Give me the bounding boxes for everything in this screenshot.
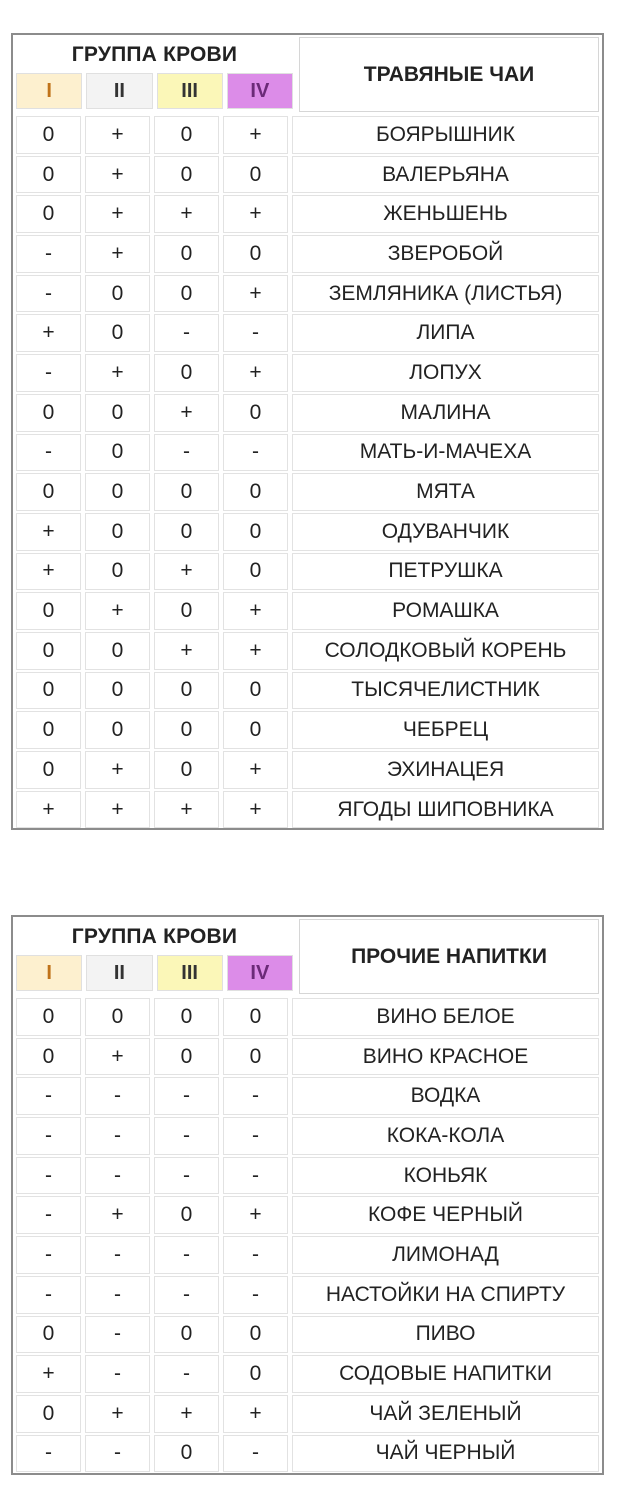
table-row [16,710,599,750]
group-1-value: 0 [16,672,81,710]
table-row [16,1354,599,1394]
group-1-value: 0 [16,1038,81,1076]
drink-name: ЧАЙ ЧЕРНЫЙ [292,1435,599,1473]
group-1-value: - [16,1117,81,1155]
drink-name: ЛИПА [292,314,599,352]
table-row [16,750,599,790]
group-1-value: 0 [16,394,81,432]
group-1-value: 0 [16,998,81,1036]
table-row [16,671,599,711]
drink-name: ВОДКА [292,1077,599,1115]
group-1-value: - [16,354,81,392]
group-1-value: + [16,513,81,551]
blood-group-4-header: IV [227,955,293,991]
drink-name: КОФЕ ЧЕРНЫЙ [292,1196,599,1234]
group-4-value: 0 [223,473,288,511]
group-1-value: - [16,1276,81,1314]
group-2-value: + [85,1038,150,1076]
group-2-value: 0 [85,711,150,749]
table-row [16,155,599,195]
table-row [16,1434,599,1474]
drink-name: ЗВЕРОБОЙ [292,235,599,273]
drink-name: РОМАШКА [292,592,599,630]
drink-name: ЯГОДЫ ШИПОВНИКА [292,791,599,829]
blood-group-3-header: III [157,73,223,109]
group-4-value: + [223,275,288,313]
table-row [16,1235,599,1275]
group-1-value: + [16,1355,81,1393]
group-2-value: + [85,592,150,630]
group-4-value: - [223,1117,288,1155]
group-1-value: - [16,1435,81,1473]
group-1-value: 0 [16,592,81,630]
group-2-value: + [85,1196,150,1234]
table-row [16,631,599,671]
table-row [16,1037,599,1077]
table-row [16,1195,599,1235]
group-3-value: + [154,791,219,829]
table-header [13,917,602,997]
drink-name: ТЫСЯЧЕЛИСТНИК [292,672,599,710]
group-3-value: - [154,1355,219,1393]
table-row [16,1116,599,1156]
group-2-value: - [85,1157,150,1195]
group-4-value: + [223,116,288,154]
group-4-value: 0 [223,553,288,591]
group-4-value: + [223,195,288,233]
group-1-value: - [16,434,81,472]
group-3-value: 0 [154,1196,219,1234]
table-row [16,393,599,433]
group-3-value: 0 [154,1316,219,1354]
group-1-value: - [16,235,81,273]
drink-name: ВИНО БЕЛОЕ [292,998,599,1036]
drink-name: МАЛИНА [292,394,599,432]
drink-name: ВИНО КРАСНОЕ [292,1038,599,1076]
group-3-value: + [154,1395,219,1433]
drink-name: НАСТОЙКИ НА СПИРТУ [292,1276,599,1314]
drink-name: ЭХИНАЦЕЯ [292,751,599,789]
group-4-value: - [223,1157,288,1195]
blood-group-1-header: I [16,955,82,991]
group-3-value: - [154,1276,219,1314]
drink-name: СОДОВЫЕ НАПИТКИ [292,1355,599,1393]
table-row [16,790,599,830]
group-4-value: 0 [223,1038,288,1076]
group-1-value: 0 [16,1395,81,1433]
group-2-value: 0 [85,314,150,352]
blood-group-2-header: II [86,73,152,109]
table-row [16,1394,599,1434]
group-2-value: + [85,156,150,194]
group-3-value: 0 [154,156,219,194]
group-1-value: - [16,1077,81,1115]
group-4-value: 0 [223,513,288,551]
group-1-value: 0 [16,632,81,670]
table-body [13,997,602,1473]
category-title: ТРАВЯНЫЕ ЧАИ [299,37,599,112]
blood-group-title: ГРУППА КРОВИ [71,43,238,66]
group-3-value: - [154,1117,219,1155]
blood-group-4-header: IV [227,73,293,109]
other-drinks-table [11,915,604,1475]
group-2-value: - [85,1276,150,1314]
drink-name: ЛОПУХ [292,354,599,392]
group-3-value: 0 [154,235,219,273]
group-4-value: + [223,632,288,670]
group-1-value: - [16,1196,81,1234]
group-4-value: 0 [223,998,288,1036]
drink-name: ПЕТРУШКА [292,553,599,591]
group-3-value: 0 [154,1435,219,1473]
table-row [16,1275,599,1315]
table-row [16,274,599,314]
group-1-value: - [16,1236,81,1274]
group-4-value: - [223,1236,288,1274]
table-row [16,591,599,631]
group-2-value: - [85,1236,150,1274]
table-row [16,115,599,155]
group-1-value: + [16,553,81,591]
group-2-value: + [85,354,150,392]
group-3-value: 0 [154,751,219,789]
group-4-value: 0 [223,235,288,273]
group-2-value: 0 [85,632,150,670]
blood-group-title: ГРУППА КРОВИ [71,925,238,948]
drink-name: СОЛОДКОВЫЙ КОРЕНЬ [292,632,599,670]
group-3-value: 0 [154,354,219,392]
group-4-value: + [223,592,288,630]
group-1-value: + [16,314,81,352]
drink-name: ЧЕБРЕЦ [292,711,599,749]
group-4-value: 0 [223,1316,288,1354]
blood-group-header [13,917,296,997]
group-2-value: - [85,1117,150,1155]
drink-name: МАТЬ-И-МАЧЕХА [292,434,599,472]
table-row [16,353,599,393]
drink-name: ЧАЙ ЗЕЛЕНЫЙ [292,1395,599,1433]
group-4-value: - [223,434,288,472]
group-4-value: - [223,1077,288,1115]
group-3-value: 0 [154,998,219,1036]
group-2-value: + [85,235,150,273]
table-row [16,997,599,1037]
group-2-value: 0 [85,513,150,551]
group-4-value: + [223,1395,288,1433]
group-2-value: - [85,1435,150,1473]
group-4-value: - [223,314,288,352]
group-3-value: 0 [154,473,219,511]
group-2-value: - [85,1316,150,1354]
table-row [16,552,599,592]
group-4-value: - [223,1276,288,1314]
drink-name: ЗЕМЛЯНИКА (ЛИСТЬЯ) [292,275,599,313]
drink-name: ОДУВАНЧИК [292,513,599,551]
group-3-value: 0 [154,592,219,630]
table-row [16,234,599,274]
group-3-value: 0 [154,672,219,710]
table-row [16,512,599,552]
group-3-value: + [154,553,219,591]
group-3-value: + [154,632,219,670]
blood-group-header [13,35,296,115]
group-2-value: + [85,116,150,154]
group-4-value: + [223,354,288,392]
group-3-value: 0 [154,116,219,154]
herbal-teas-table [11,33,604,830]
table-row [16,313,599,353]
group-2-value: 0 [85,672,150,710]
group-2-value: 0 [85,434,150,472]
group-4-value: + [223,791,288,829]
table-row [16,194,599,234]
drink-name: ПИВО [292,1316,599,1354]
group-4-value: 0 [223,156,288,194]
group-1-value: + [16,791,81,829]
group-2-value: 0 [85,275,150,313]
group-3-value: 0 [154,711,219,749]
group-4-value: 0 [223,394,288,432]
category-title: ПРОЧИЕ НАПИТКИ [299,919,599,994]
group-2-value: + [85,1395,150,1433]
group-4-value: 0 [223,672,288,710]
group-4-value: + [223,751,288,789]
group-3-value: - [154,434,219,472]
table-row [16,433,599,473]
group-2-value: + [85,751,150,789]
group-2-value: 0 [85,553,150,591]
group-2-value: + [85,791,150,829]
group-4-value: 0 [223,1355,288,1393]
drink-name: ВАЛЕРЬЯНА [292,156,599,194]
drink-name: КОКА-КОЛА [292,1117,599,1155]
table-row [16,472,599,512]
group-1-value: 0 [16,1316,81,1354]
group-4-value: + [223,1196,288,1234]
drink-name: ЖЕНЬШЕНЬ [292,195,599,233]
group-3-value: + [154,394,219,432]
group-2-value: 0 [85,394,150,432]
group-2-value: - [85,1077,150,1115]
group-2-value: - [85,1355,150,1393]
drink-name: МЯТА [292,473,599,511]
group-1-value: 0 [16,473,81,511]
blood-group-1-header: I [16,73,82,109]
group-3-value: 0 [154,1038,219,1076]
group-3-value: - [154,1077,219,1115]
blood-group-2-header: II [86,955,152,991]
group-1-value: - [16,275,81,313]
group-3-value: 0 [154,513,219,551]
group-3-value: - [154,1236,219,1274]
table-row [16,1315,599,1355]
group-3-value: + [154,195,219,233]
group-4-value: - [223,1435,288,1473]
group-3-value: - [154,314,219,352]
group-1-value: 0 [16,751,81,789]
table-row [16,1156,599,1196]
group-1-value: 0 [16,116,81,154]
group-1-value: 0 [16,195,81,233]
table-row [16,1076,599,1116]
group-1-value: - [16,1157,81,1195]
drink-name: БОЯРЫШНИК [292,116,599,154]
group-2-value: 0 [85,998,150,1036]
group-4-value: 0 [223,711,288,749]
group-3-value: 0 [154,275,219,313]
group-1-value: 0 [16,156,81,194]
drink-name: КОНЬЯК [292,1157,599,1195]
drink-name: ЛИМОНАД [292,1236,599,1274]
blood-group-3-header: III [157,955,223,991]
group-2-value: + [85,195,150,233]
group-3-value: - [154,1157,219,1195]
table-body [13,115,602,829]
group-2-value: 0 [85,473,150,511]
table-header [13,35,602,115]
group-1-value: 0 [16,711,81,749]
